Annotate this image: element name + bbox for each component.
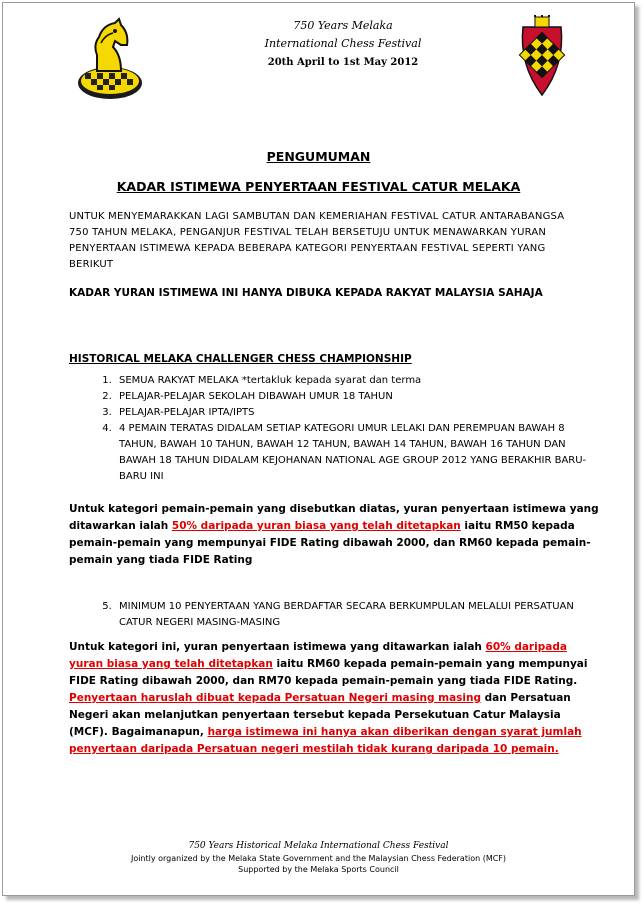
fee-paragraph-1 xyxy=(69,501,609,569)
group-entry-list xyxy=(87,599,585,631)
festival-header xyxy=(203,17,483,73)
highlight-text: 50% daripada yuran biasa yang telah ditetapkan xyxy=(171,520,461,532)
highlight-text: Penyertaan haruslah dibuat kepada Persatuan Negeri masing masing xyxy=(69,692,481,704)
page-title: PENGUMUMAN xyxy=(266,149,371,164)
fee-text: iaitu RM50 kepada pemain-pemain yang mempunyai FIDE Rating dibawah 2000, dan RM60 kepada pemain-pemain yang tiada FIDE Rating xyxy=(69,520,591,566)
fee-text: Untuk kategori ini, yuran penyertaan istimewa yang ditawarkan ialah xyxy=(69,641,486,653)
highlight-text: harga istimewa ini hanya akan diberikan dengan syarat jumlah penyertaan daripada Persatuan negeri mestilah tidak kurang daripada 10 pemain. xyxy=(69,726,582,755)
fee-text: iaitu RM60 kepada pemain-pemain yang mempunyai FIDE Rating dibawah 2000, dan RM70 kepada pemain-pemain yang tiada FIDE Rating. xyxy=(69,658,588,687)
header-dates: 20th April to 1st May 2012 xyxy=(267,57,419,68)
fee-text: dan Persatuan Negeri akan melanjutkan penyertaan tersebut kepada Persekutuan Catur Malaysia (MCF). Bagaimanapun, xyxy=(69,692,571,738)
document-page xyxy=(2,2,635,896)
footer-supporter: Supported by the Melaka Sports Council xyxy=(238,865,399,874)
list-item: 3. PELAJAR-PELAJAR IPTA/IPTS xyxy=(115,405,605,421)
footer-organizers: Jointly organized by the Melaka State Government and the Malaysian Chess Federation (MCF) xyxy=(130,854,507,863)
chess-shield-crest-icon xyxy=(515,15,569,101)
list-item: 5. MINIMUM 10 PENYERTAAN YANG BERDAFTAR SECARA BERKUMPULAN MELALUI PERSATUAN CATUR NEGERI MASING-MASING xyxy=(115,599,585,631)
list-item: 2. PELAJAR-PELAJAR SEKOLAH DIBAWAH UMUR 18 TAHUN xyxy=(115,389,605,405)
fee-paragraph-2 xyxy=(69,639,599,758)
list-item: 1. SEMUA RAKYAT MELAKA *tertakluk kepada syarat dan terma xyxy=(115,373,605,389)
page-footer xyxy=(3,839,634,875)
intro-paragraph: UNTUK MENYEMARAKKAN LAGI SAMBUTAN DAN KEMERIAHAN FESTIVAL CATUR ANTARABANGSA 750 TAHUN MELAKA, PENGANJUR FESTIVAL TELAH BERSETUJU UNTUK MENAWARKAN YURAN PENYERTAAN ISTIMEWA KEPADA BEBERAPA KATEGORI PENYERTAAN FESTIVAL SEPERTI YANG BERIKUT xyxy=(69,211,565,270)
malaysian-only-notice: KADAR YURAN ISTIMEWA INI HANYA DIBUKA KEPADA RAKYAT MALAYSIA SAHAJA xyxy=(69,287,543,299)
page-subtitle: KADAR ISTIMEWA PENYERTAAN FESTIVAL CATUR MELAKA xyxy=(116,179,521,194)
fee-text: Untuk kategori pemain-pemain yang disebutkan diatas, yuran penyertaan istimewa yang ditawarkan ialah xyxy=(69,503,599,532)
highlight-text: 60% daripada yuran biasa yang telah ditetapkan xyxy=(69,641,567,670)
knight-chessboard-emblem-icon xyxy=(75,15,145,103)
eligibility-list xyxy=(87,373,605,485)
header-line-1: 750 Years Melaka xyxy=(293,19,393,32)
header-line-2: International Chess Festival xyxy=(264,37,422,50)
footer-festival-name: 750 Years Historical Melaka International Chess Festival xyxy=(188,841,449,851)
section-heading: HISTORICAL MELAKA CHALLENGER CHESS CHAMPIONSHIP xyxy=(69,353,412,365)
list-item: 4. 4 PEMAIN TERATAS DIDALAM SETIAP KATEGORI UMUR LELAKI DAN PEREMPUAN BAWAH 8 TAHUN, BAWAH 10 TAHUN, BAWAH 12 TAHUN, BAWAH 14 TAHUN, BAWAH 16 TAHUN DAN BAWAH 18 TAHUN DIDALAM KEJOHANAN NATIONAL AGE GROUP 2012 YANG BERAKHIR BARU-BARU INI xyxy=(115,421,605,485)
